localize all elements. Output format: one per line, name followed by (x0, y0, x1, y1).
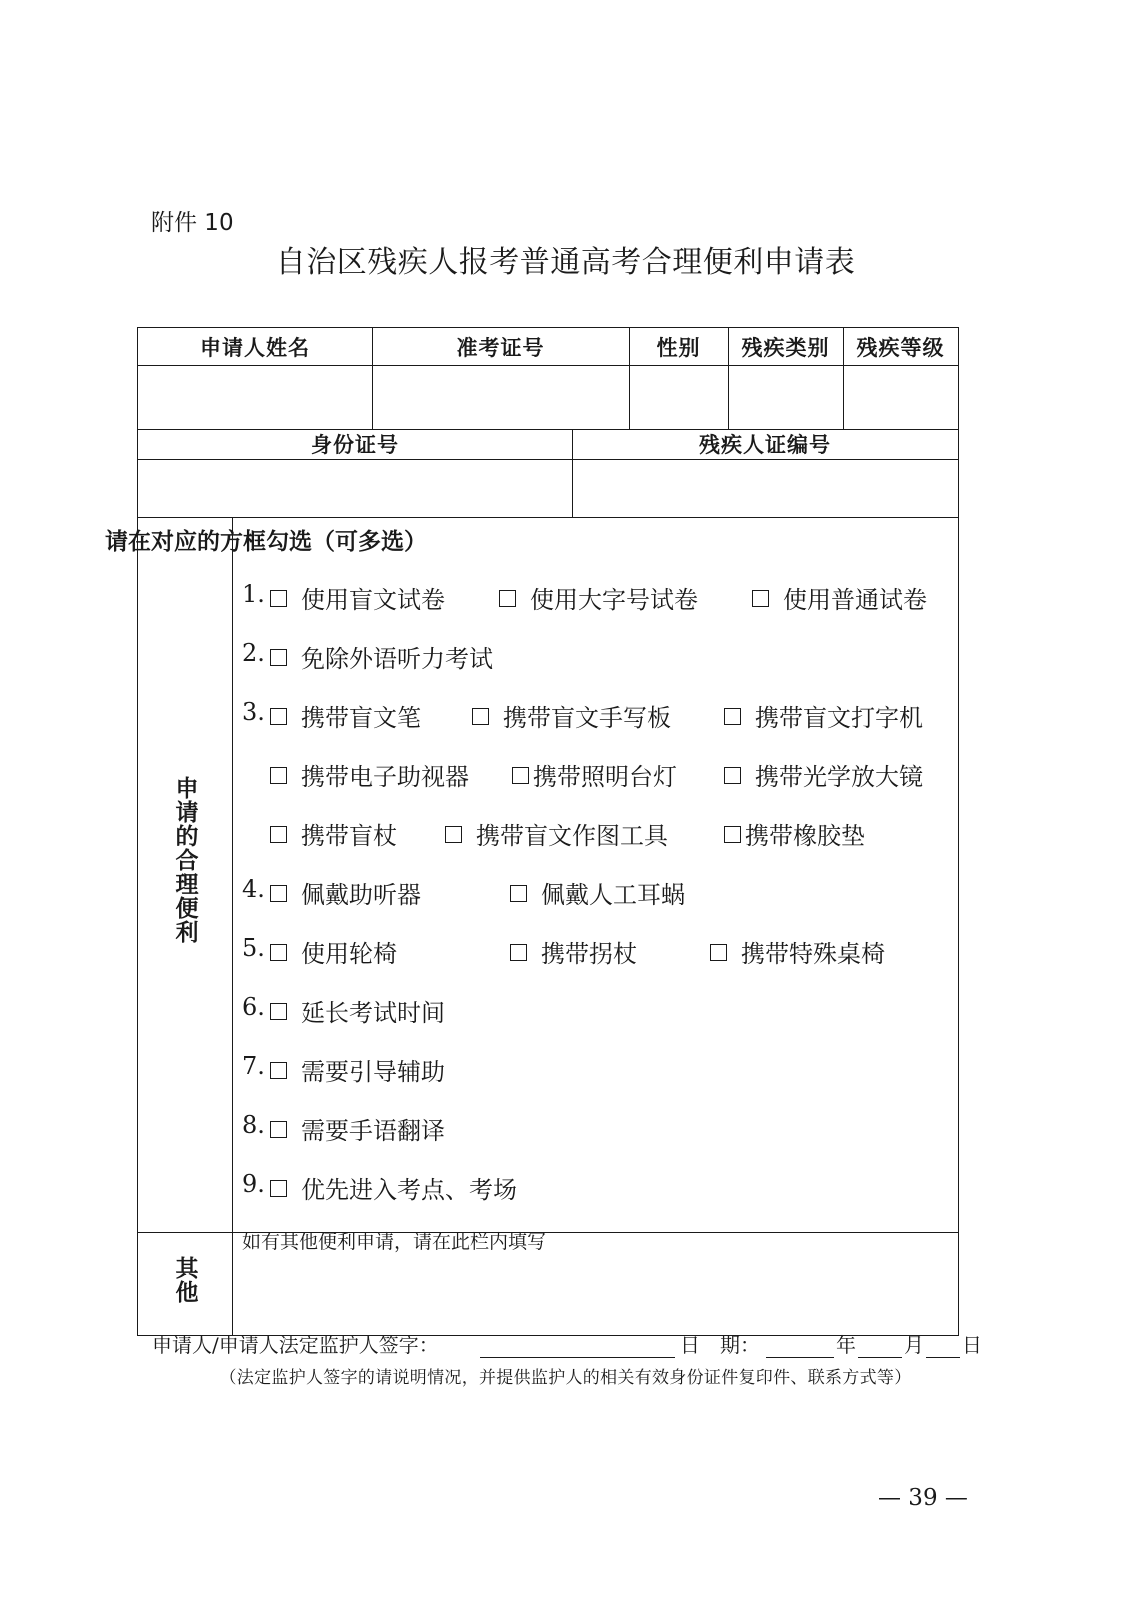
item-number: 2. (242, 639, 265, 667)
option-checkbox[interactable]: 需要手语翻译 (270, 1111, 445, 1146)
item-number: 9. (242, 1170, 265, 1198)
exam-number-field[interactable] (372, 365, 629, 429)
checkbox-icon[interactable] (270, 944, 287, 961)
header-disability-type: 残疾类别 (741, 334, 830, 360)
checkbox-icon[interactable] (510, 885, 527, 902)
list-item (242, 934, 952, 974)
header-exam-number: 准考证号 (456, 334, 545, 360)
checkbox-icon[interactable] (270, 708, 287, 725)
checkbox-icon[interactable] (512, 767, 529, 784)
table-divider (232, 517, 233, 1335)
month-label: 月 (904, 1333, 924, 1357)
gender-field[interactable] (629, 365, 728, 429)
year-label: 年 (836, 1333, 856, 1357)
checkbox-icon[interactable] (270, 590, 287, 607)
page-title: 自治区残疾人报考普通高考合理便利申请表 (275, 245, 856, 280)
list-item (242, 757, 952, 797)
list-item (242, 580, 952, 620)
checkbox-icon[interactable] (270, 826, 287, 843)
list-item (242, 1170, 952, 1210)
other-instruction: 如有其他便利申请，请在此栏内填写 (242, 1231, 547, 1253)
checkbox-icon[interactable] (270, 767, 287, 784)
item-number: 3. (242, 698, 265, 726)
header-disability-level: 残疾等级 (856, 334, 945, 360)
checkbox-icon[interactable] (270, 1121, 287, 1138)
option-checkbox[interactable]: 携带电子助视器 (270, 757, 469, 792)
list-item (242, 1052, 952, 1092)
checkbox-icon[interactable] (710, 944, 727, 961)
item-number: 7. (242, 1052, 265, 1080)
section-label-convenience: 申请的合理便利 (171, 776, 199, 944)
day-blank[interactable] (926, 1357, 960, 1358)
checkbox-icon[interactable] (724, 767, 741, 784)
option-checkbox[interactable]: 携带拐杖 (510, 934, 637, 969)
item-number: 1. (242, 580, 265, 608)
option-checkbox[interactable]: 携带盲文打字机 (724, 698, 923, 733)
section-label-other: 其他 (171, 1256, 199, 1304)
option-checkbox[interactable]: 携带光学放大镜 (724, 757, 923, 792)
item-number: 8. (242, 1111, 265, 1139)
item-number: 5. (242, 934, 265, 962)
signature-note: （法定监护人签字的请说明情况，并提供监护人的相关有效身份证件复印件、联系方式等） (219, 1368, 912, 1388)
option-checkbox[interactable]: 佩戴人工耳蜗 (510, 875, 685, 910)
list-item (242, 816, 952, 856)
option-checkbox[interactable]: 需要引导辅助 (270, 1052, 445, 1087)
instruction-text: 请在对应的方框勾选（可多选） (105, 528, 427, 555)
option-checkbox[interactable]: 携带盲文作图工具 (445, 816, 668, 851)
header-disability-certificate-number: 残疾人证编号 (699, 432, 831, 457)
disability-level-field[interactable] (843, 365, 958, 429)
header-applicant-name: 申请人姓名 (200, 334, 310, 360)
checkbox-icon[interactable] (752, 590, 769, 607)
id-number-field[interactable] (138, 459, 572, 517)
header-id-number: 身份证号 (311, 432, 399, 457)
disability-certificate-number-field[interactable] (572, 459, 958, 517)
checkbox-icon[interactable] (499, 590, 516, 607)
checkbox-icon[interactable] (472, 708, 489, 725)
option-checkbox[interactable]: 延长考试时间 (270, 993, 445, 1028)
option-checkbox[interactable]: 携带盲杖 (270, 816, 397, 851)
checkbox-icon[interactable] (510, 944, 527, 961)
option-checkbox[interactable]: 使用大字号试卷 (499, 580, 698, 615)
option-checkbox[interactable]: 使用盲文试卷 (270, 580, 445, 615)
option-checkbox[interactable]: 使用轮椅 (270, 934, 397, 969)
month-blank[interactable] (858, 1357, 902, 1358)
option-checkbox[interactable]: 携带橡胶垫 (724, 816, 865, 851)
other-input-area[interactable] (233, 1256, 957, 1334)
checkbox-icon[interactable] (270, 649, 287, 666)
disability-type-field[interactable] (728, 365, 843, 429)
signature-blank[interactable] (480, 1357, 675, 1358)
signature-label: 申请人/申请人法定监护人签字： (152, 1333, 439, 1357)
option-checkbox[interactable]: 佩戴助听器 (270, 875, 421, 910)
year-blank[interactable] (766, 1357, 834, 1358)
option-checkbox[interactable]: 优先进入考点、考场 (270, 1170, 517, 1205)
date-label: 日 期： (680, 1333, 760, 1357)
checkbox-icon[interactable] (724, 826, 741, 843)
option-checkbox[interactable]: 携带特殊桌椅 (710, 934, 885, 969)
list-item (242, 639, 952, 679)
checkbox-icon[interactable] (270, 1180, 287, 1197)
option-checkbox[interactable]: 使用普通试卷 (752, 580, 927, 615)
checkbox-icon[interactable] (445, 826, 462, 843)
day-label: 日 (962, 1333, 982, 1357)
option-checkbox[interactable]: 携带盲文笔 (270, 698, 421, 733)
list-item (242, 875, 952, 915)
option-checkbox[interactable]: 携带盲文手写板 (472, 698, 671, 733)
checkbox-icon[interactable] (724, 708, 741, 725)
attachment-label: 附件 10 (151, 210, 234, 236)
page-number: — 39 — (878, 1485, 968, 1511)
checkbox-icon[interactable] (270, 1003, 287, 1020)
list-item (242, 698, 952, 738)
checkbox-icon[interactable] (270, 1062, 287, 1079)
list-item (242, 1111, 952, 1151)
item-number: 6. (242, 993, 265, 1021)
option-checkbox[interactable]: 免除外语听力考试 (270, 639, 493, 674)
header-gender: 性别 (656, 334, 701, 360)
checkbox-icon[interactable] (270, 885, 287, 902)
applicant-name-field[interactable] (138, 365, 372, 429)
option-checkbox[interactable]: 携带照明台灯 (512, 757, 677, 792)
table-divider (138, 517, 958, 518)
item-number: 4. (242, 875, 265, 903)
list-item (242, 993, 952, 1033)
